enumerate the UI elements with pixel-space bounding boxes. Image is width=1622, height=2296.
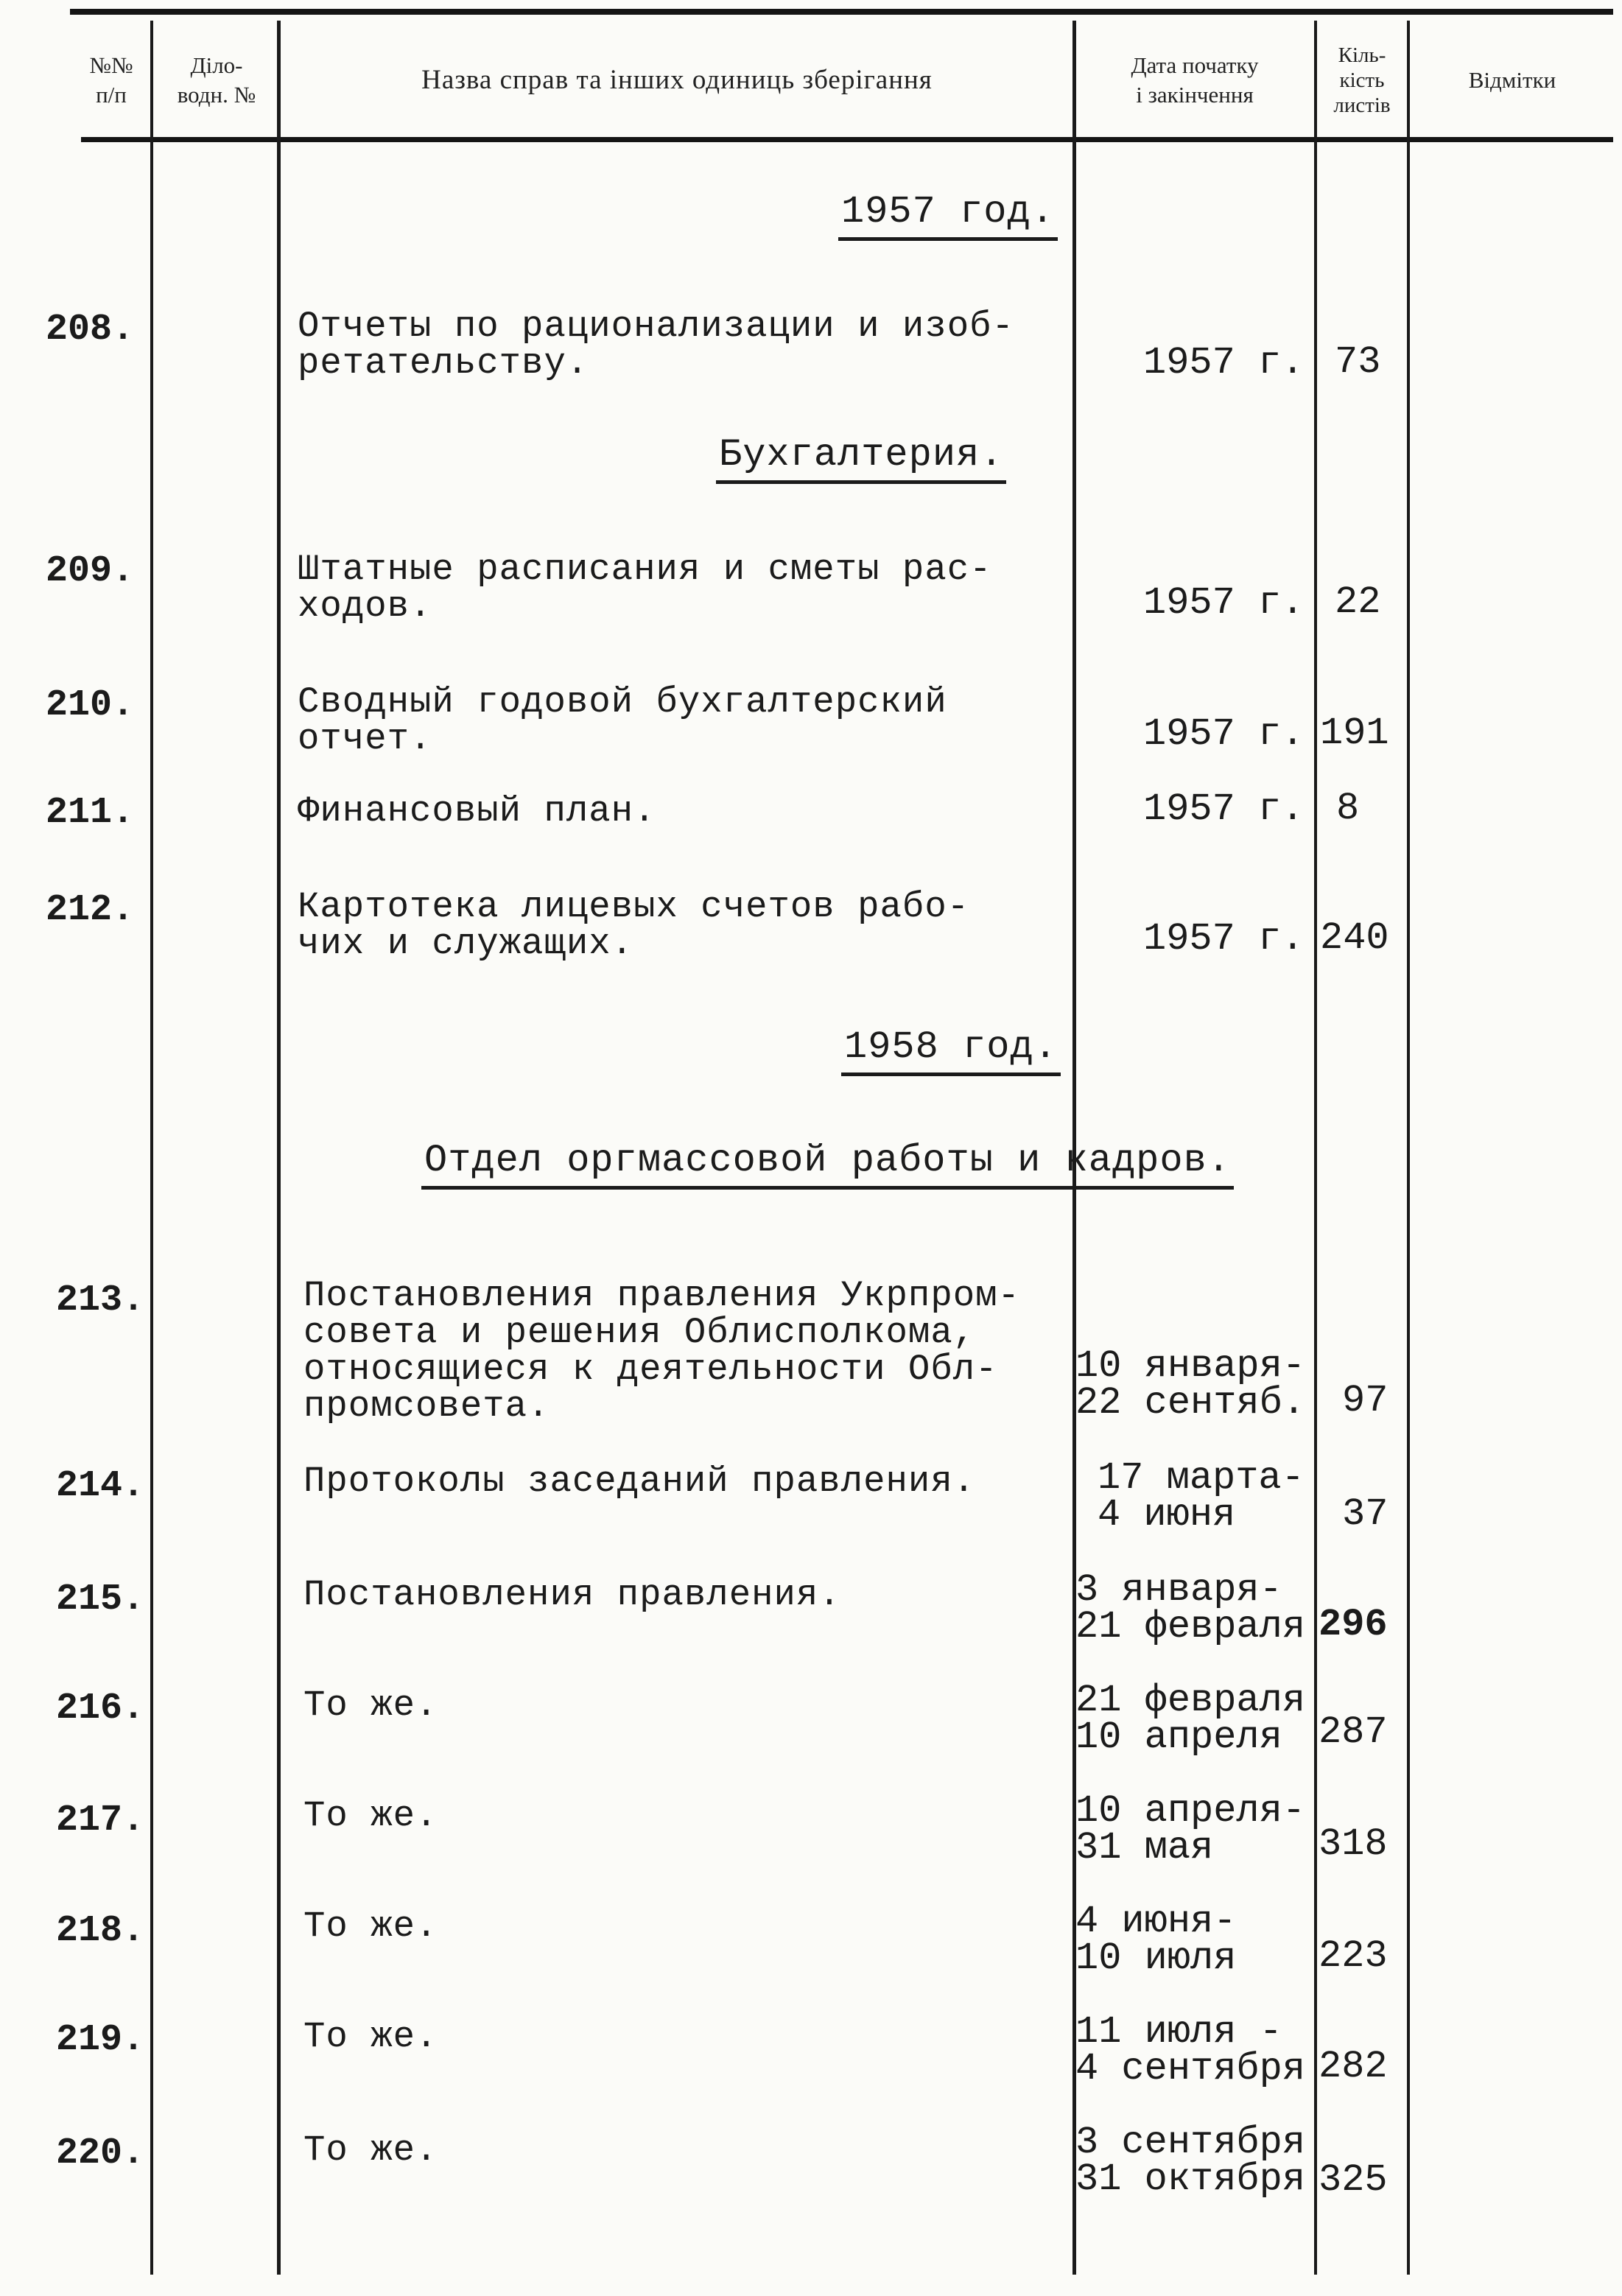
row-number: 209. [46,550,135,592]
row-title: То же. [303,2016,438,2057]
column-rule-5 [1407,21,1410,2275]
row-number: 208. [46,309,135,351]
row-dates: 3 января- 21 февраля [1075,1568,1306,1649]
row-sheets: 191 [1320,712,1389,755]
row-dates: 1957 г. [1143,581,1305,625]
row-sheets: 282 [1319,2045,1388,2088]
row-dates: 21 февраля 10 апреля [1075,1679,1306,1759]
header-top-rule [70,9,1613,15]
row-title: То же. [303,1906,438,1947]
row-sheets: 296 [1319,1603,1388,1646]
row-sheets: 240 [1320,916,1389,960]
section-heading-1958: 1958 год. [841,1025,1061,1076]
row-sheets: 97 [1342,1379,1388,1422]
row-number: 210. [46,684,135,726]
row-title: Картотека лицевых счетов рабо- чих и служащих. [298,886,970,964]
row-title: Постановления правления Укрпром- совета и решения Облисполкома, относящиеся к деятельности Обл- промсовета. [303,1275,1020,1427]
section-heading-department: Отдел оргмассовой работы и кадров. [421,1139,1234,1190]
row-number: 211. [46,792,135,834]
row-title: Отчеты по рационализации и изоб- ретательству. [298,306,1014,384]
row-title: То же. [303,2130,438,2171]
row-dates: 1957 г. [1143,712,1305,756]
header-bottom-rule [81,137,1613,142]
row-title: Штатные расписания и сметы рас- ходов. [298,549,992,627]
row-dates: 1957 г. [1143,787,1305,831]
row-title: Протоколы заседаний правления. [303,1461,976,1502]
row-dates: 11 июля - 4 сентября [1075,2010,1306,2090]
row-sheets: 22 [1335,580,1381,624]
row-title: Сводный годовой бухгалтерский отчет. [298,681,947,759]
section-heading-accounting: Бухгалтерия. [716,433,1006,484]
row-sheets: 223 [1319,1934,1388,1978]
column-rule-1 [150,21,153,2275]
row-dates: 10 апреля- 31 мая [1075,1789,1306,1870]
row-sheets: 287 [1319,1710,1388,1754]
header-col-office-number: Діло- водн. № [177,52,256,108]
row-title: Финансовый план. [298,790,656,832]
header-col-sheets: Кіль- кість листів [1333,43,1391,117]
row-title: Постановления правления. [303,1574,841,1615]
row-sheets: 73 [1335,340,1381,384]
row-number: 215. [56,1579,145,1621]
row-dates: 4 июня- 10 июля [1075,1900,1237,1980]
header-col-number: №№ п/п [89,52,133,108]
header-col-notes: Відмітки [1468,67,1556,93]
row-title: То же. [303,1795,438,1836]
column-rule-4 [1314,21,1317,2275]
row-title: То же. [303,1685,438,1726]
row-number: 218. [56,1910,145,1952]
row-number: 214. [56,1465,145,1507]
row-dates: 3 сентября 31 октября [1075,2121,1306,2201]
row-dates: 10 января- 22 сентяб. [1075,1344,1306,1425]
row-number: 216. [56,1688,145,1730]
header-col-dates: Дата початку і закінчення [1131,52,1259,108]
section-heading-1957: 1957 год. [838,190,1058,241]
row-dates: 1957 г. [1143,341,1305,385]
row-number: 220. [56,2132,145,2174]
row-sheets: 8 [1336,787,1360,830]
row-sheets: 325 [1319,2158,1388,2202]
row-number: 212. [46,889,135,931]
row-dates: 17 марта- 4 июня [1098,1456,1305,1537]
column-rule-2 [277,21,281,2275]
row-number: 213. [56,1279,145,1321]
row-sheets: 37 [1342,1492,1388,1536]
row-sheets: 318 [1319,1822,1388,1866]
header-col-title: Назва справ та інших одиниць зберігання [421,65,933,95]
row-number: 219. [56,2019,145,2061]
row-number: 217. [56,1800,145,1842]
row-dates: 1957 г. [1143,917,1305,961]
